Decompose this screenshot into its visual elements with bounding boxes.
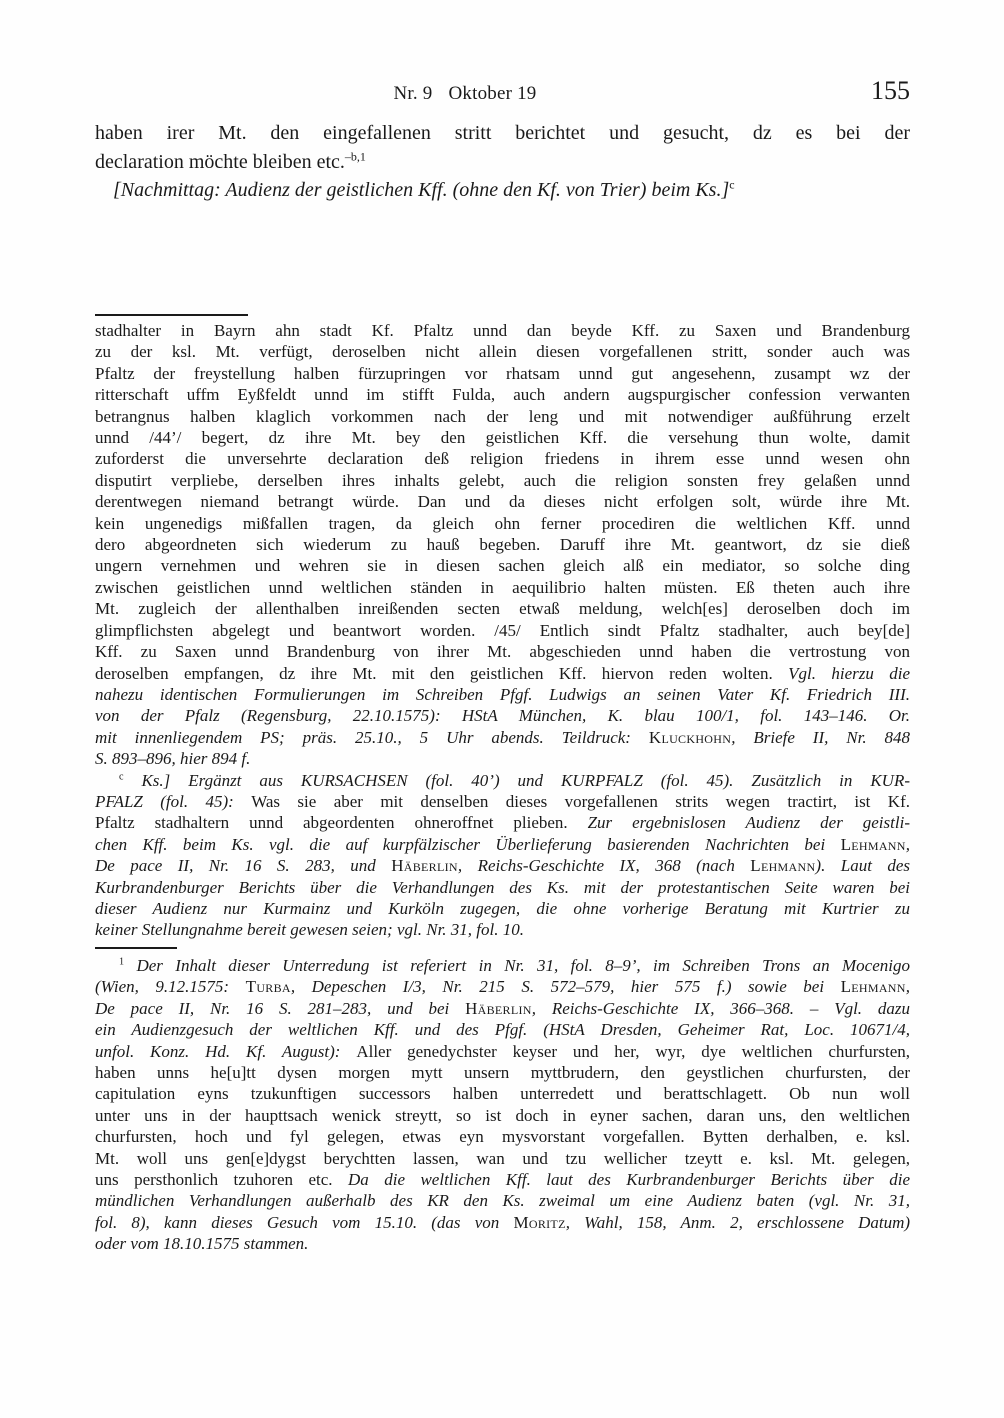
page-number: 155 bbox=[871, 76, 910, 105]
footnote-separator-rule bbox=[95, 947, 177, 949]
main-text bbox=[95, 119, 910, 205]
apparatus-line: De pace II, Nr. 16 S. 283, und Häberlin, Reichs-Geschichte IX, 368 (nach Lehmann). Laut des bbox=[95, 856, 911, 876]
apparatus-line: dieser Audienz nur Kurmainz und Kurköln zugegen, die ohne vorherige Beratung mit Kurtrier zu bbox=[95, 898, 910, 918]
footnote-line: oder vom 18.10.1575 stammen. bbox=[95, 1234, 309, 1254]
footnote-line: mündlichen Verhandlungen außerhalb des KR den Ks. zweimal um eine Audienz baten (vgl. Nr. 31, bbox=[95, 1191, 910, 1211]
apparatus-line: unnd /44’/ begert, dz ihre Mt. bey den geistlichen Kff. die versehung thun wolte, damit bbox=[95, 428, 910, 448]
apparatus-line: S. 893–896, hier 894 f. bbox=[95, 749, 251, 769]
apparatus-line: PFALZ (fol. 45): Was sie aber mit denselben dieses vorgefallenen strits wegen tractirt, ist Kf. bbox=[95, 791, 910, 811]
footnote-line: unfol. Konz. Hd. Kf. August): Aller genedychster keyser und her, wyr, dye weltlichen churfursten, bbox=[95, 1041, 911, 1061]
apparatus-line: glimpflichsten abgelegt und beantwort worden. /45/ Entlich sindt Pfaltz stadhalter, auch bey[de] bbox=[95, 620, 910, 640]
apparatus-line: nahezu identischen Formulierungen im Schreiben Pfgf. Ludwigs an seinen Vater Kf. Friedrich III. bbox=[95, 684, 910, 704]
running-head bbox=[95, 83, 835, 105]
apparatus-line: Pfaltz der freystellung halben fürzupringen vor rhatsam unnd gut angesehenn, zusampt wz der bbox=[95, 363, 910, 383]
footnote-line: ein Audienzgesuch der weltlichen Kff. und des Pfgf. (HStA Dresden, Geheimer Rat, Loc. 10671/4, bbox=[95, 1020, 910, 1040]
apparatus-line: keiner Stellungnahme bereit gewesen seien; vgl. Nr. 31, fol. 10. bbox=[95, 920, 525, 940]
apparatus-line: zu der ksl. Mt. verfügt, deroselben nicht allein diesen vorgefallenen stritt, sonder auch was bbox=[95, 342, 910, 362]
apparatus-line: stadhalter in Bayrn ahn stadt Kf. Pfaltz unnd dan beyde Kff. zu Saxen und Brandenburg bbox=[95, 321, 910, 340]
apparatus-line: Kff. zu Saxen unnd Brandenburg von ihrer Mt. abgeschieden unnd haben die vertrostung von bbox=[95, 642, 910, 662]
footnote-line: fol. 8), kann dieses Gesuch vom 15.10. (das von Moritz, Wahl, 158, Anm. 2, erschlossene Datum) bbox=[95, 1212, 911, 1232]
footnote-line: haben unns he[u]tt dysen morgen mytt unsern myttbrudern, den geystlichen churfursten, der bbox=[95, 1063, 910, 1083]
apparatus-line: betrangnus halben klaglich vorkommen nach der leng und mit notwendiger außführung erzelt bbox=[95, 406, 910, 426]
footnote-line: unter uns in der haupttsach wenick streytt, so ist doch in eyner sachen, daran uns, den weltlichen bbox=[95, 1105, 910, 1125]
apparatus-line: chen Kff. beim Ks. vgl. die auf kurpfälzischer Überlieferung basierenden Nachrichten bei Lehmann, bbox=[95, 834, 910, 854]
apparatus-line: zwischen geistlichen unnd weltlichen ständen in aequilibrio halten müsten. Eß theten auch ihre bbox=[95, 577, 910, 597]
footnote-line: Mt. woll uns gen[e]dygst berychtten lassen, wan und tzu wellicher tzeytt e. ksl. Mt. gelegen, bbox=[95, 1148, 910, 1168]
apparatus-line: mit innenliegendem PS; präs. 25.10., 5 Uhr abends. Teildruck: Kluckhohn, Briefe II, Nr. 848 bbox=[95, 727, 911, 747]
apparatus-line: Pfaltz stadhaltern unnd abgeordenten ohneroffnet plieben. Zur ergebnislosen Audienz der geistli- bbox=[95, 813, 910, 833]
main-text-line: declaration möchte bleiben etc.$^{-b,1}$ bbox=[95, 148, 366, 173]
apparatus-line: ungern vernehmen und wehren sie in diesen sachen gleich alß ein mediator, so solche ding bbox=[95, 556, 910, 576]
footnote-line: De pace II, Nr. 16 S. 281–283, und bei Häberlin, Reichs-Geschichte IX, 366–368. – Vgl. dazu bbox=[95, 998, 911, 1018]
footnote-line: $^1$ Der Inhalt dieser Unterredung ist referiert in Nr. 31, fol. 8–9’, im Schreiben Trons an Mocenigo bbox=[119, 956, 910, 975]
apparatus-line: Kurbrandenburger Berichts über die Verhandlungen des Ks. mit der protestantischen Seite waren bei bbox=[95, 877, 910, 897]
apparatus-line: derentwegen niemand betrangt würde. Dan und da dieses nicht erfolgen solt, würde ihre Mt. bbox=[95, 492, 910, 512]
page-header bbox=[95, 76, 910, 110]
footnote-line: capitulation eyns tzukunftigen successors halben unterredett und berattschlagett. Ob nun woll bbox=[95, 1084, 910, 1104]
document-date-label: Oktober 19 bbox=[448, 83, 537, 104]
main-text-line: [Nachmittag: Audienz der geistlichen Kff. (ohne den Kf. von Trier) beim Ks.]$^c$ bbox=[113, 177, 735, 201]
apparatus-line: kein ungenedigs mißfallen tragen, da gleich ohn ferner procediren die weltlichen Kff. unnd bbox=[95, 513, 910, 533]
apparatus-line: Mt. zugleich der allenthalben inreißenden secten etwaß meldung, welch[es] deroselben doch im bbox=[95, 599, 910, 619]
apparatus-line: von der Pfalz (Regensburg, 22.10.1575): HStA München, K. blau 100/1, fol. 143–146. Or. bbox=[95, 706, 910, 726]
footnote-text bbox=[95, 955, 910, 1255]
document-number-label: Nr. 9 bbox=[393, 83, 433, 104]
apparatus-notes bbox=[95, 320, 910, 941]
footnote-line: churfursten, hoch und fyl gelegen, etwas eyn mysvorstant vorgefallen. Bytten derhalben, e. ksl. bbox=[95, 1127, 910, 1147]
apparatus-line: deroselben empfangen, dz ihre Mt. mit den geistlichen Kff. hiervon reden wolten. Vgl. hierzu die bbox=[95, 663, 910, 683]
apparatus-line: ritterschaft uffm Eyßfeldt unnd im stifft Fulda, auch andern augspurgischer confession verwanten bbox=[95, 385, 910, 405]
apparatus-line: zuforderst die unversehrte declaration deß religion friedens in ihrem esse unnd wesen ohn bbox=[95, 449, 910, 469]
main-text-line: haben irer Mt. den eingefallenen stritt berichtet und gesucht, dz es bei der bbox=[95, 122, 910, 144]
apparatus-line: $^c$ Ks.] Ergänzt aus KURSACHSEN (fol. 40’) und KURPFALZ (fol. 45). Zusätzlich in KUR- bbox=[119, 770, 910, 790]
apparatus-line: disputirt verpliebe, derselben ihres inhalts gelebt, auch die religion sonsten frey gelaßen unnd bbox=[95, 470, 910, 490]
apparatus-line: dero abgeordneten sich wiederum zu hauß begeben. Daruff ihre Mt. geantwort, dz sie dieß bbox=[95, 535, 910, 555]
footnote-line: uns persthonlich tzuhoren etc. Da die weltlichen Kff. laut des Kurbrandenburger Berichts über die bbox=[95, 1170, 910, 1190]
footnote-line: (Wien, 9.12.1575: Turba, Depeschen I/3, Nr. 215 S. 572–579, hier 575 f.) sowie bei Lehmann, bbox=[95, 977, 910, 997]
apparatus-separator-rule bbox=[95, 314, 248, 316]
